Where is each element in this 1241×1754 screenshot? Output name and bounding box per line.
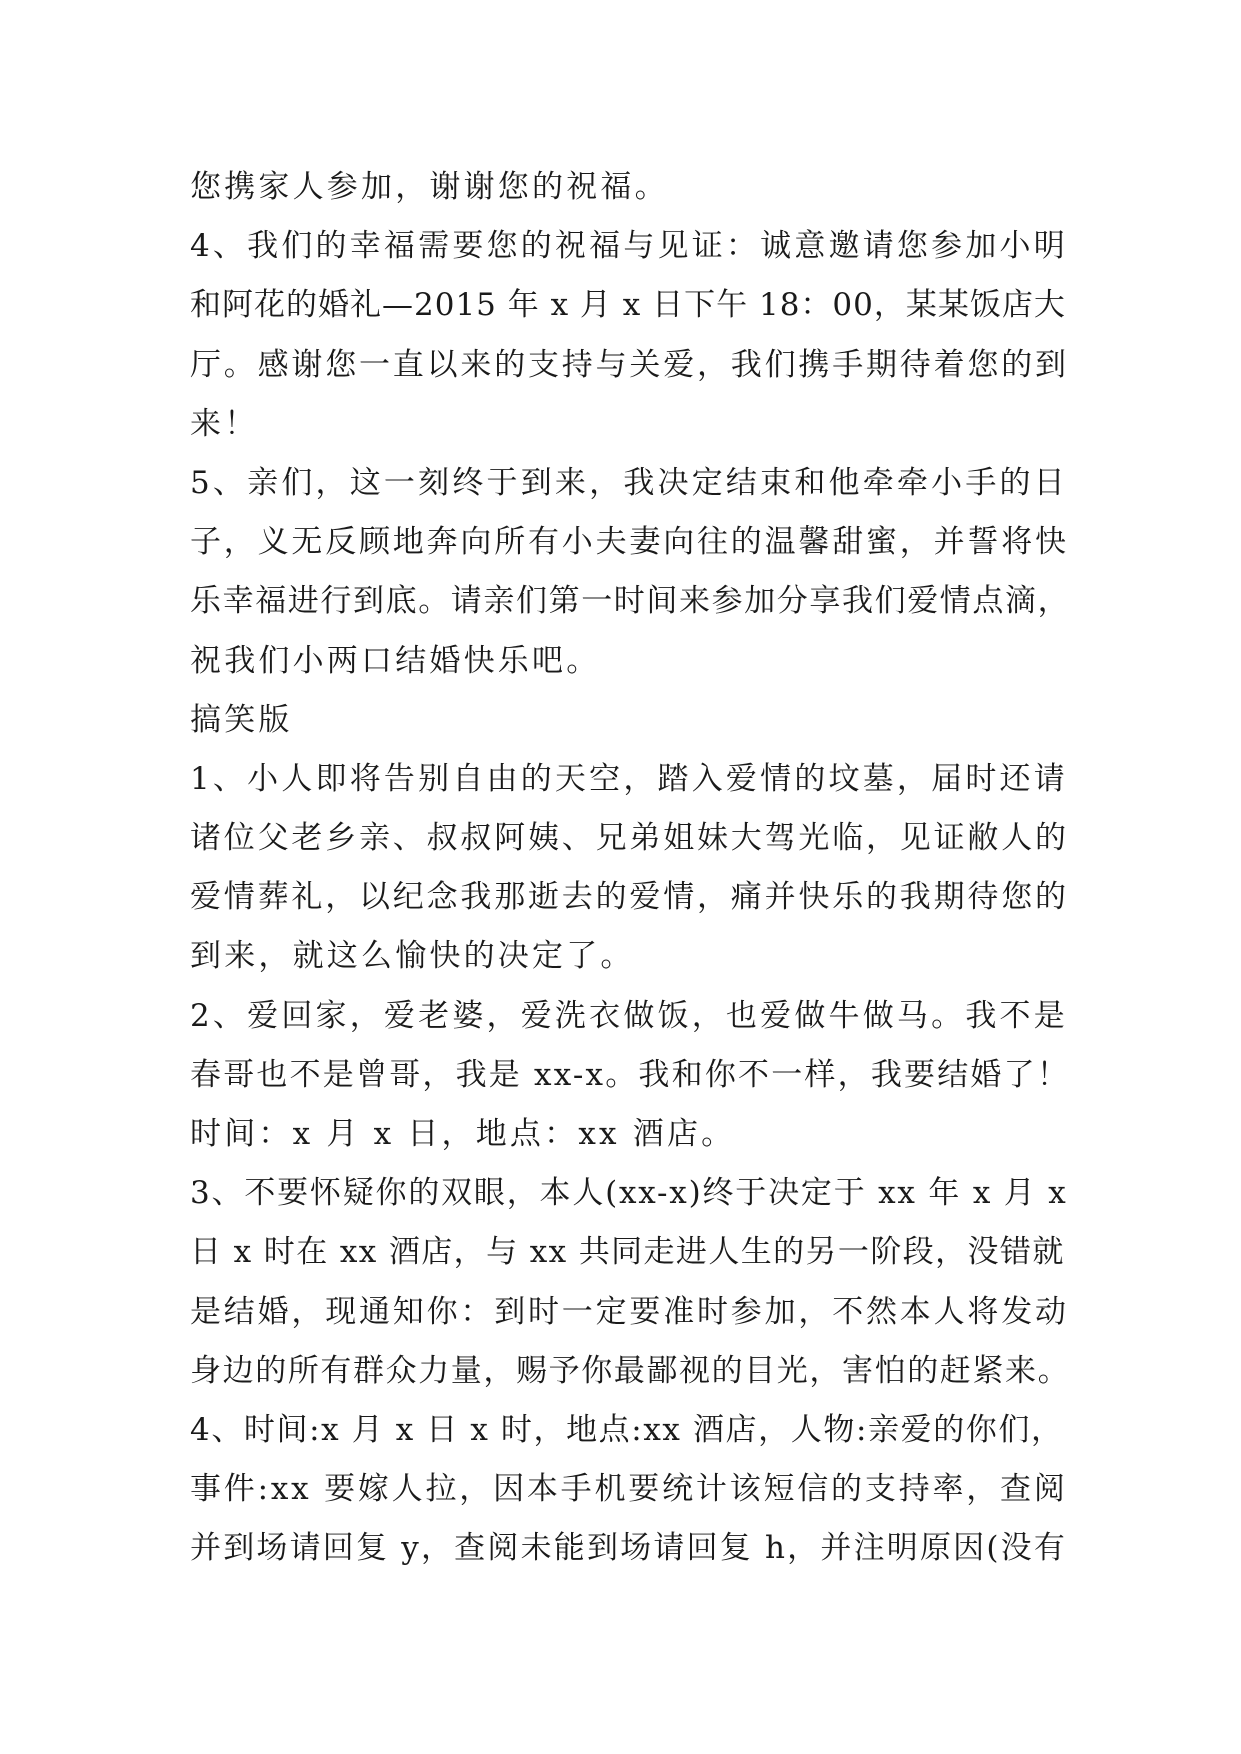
text-line: 4、时间:x 月 x 日 x 时，地点:xx 酒店，人物:亲爱的你们， — [190, 1411, 1064, 1448]
text-line: 春哥也不是曾哥，我是 xx-x。我和你不一样，我要结婚了！ — [190, 1056, 1071, 1093]
text-line: 子，义无反顾地奔向所有小夫妻向往的温馨甜蜜，并誓将快 — [190, 524, 1069, 561]
text-line: 事件:xx 要嫁人拉，因本手机要统计该短信的支持率，查阅 — [190, 1471, 1068, 1508]
text-line: 到来，就这么愉快的决定了。 — [190, 938, 635, 975]
text-line: 来！ — [190, 405, 259, 442]
text-line: 乐幸福进行到底。请亲们第一时间来参加分享我们爱情点滴， — [190, 583, 1071, 620]
text-line: 时间：x 月 x 日，地点：xx 酒店。 — [190, 1116, 736, 1152]
text-line: 5、亲们，这一刻终于到来，我决定结束和他牵牵小手的日 — [190, 464, 1068, 501]
text-line: 身边的所有群众力量，赐予你最鄙视的目光，害怕的赶紧来。 — [190, 1352, 1071, 1389]
text-line: 诸位父老乡亲、叔叔阿姨、兄弟姐妹大驾光临，见证敝人的 — [190, 820, 1069, 857]
text-line: 是结婚，现通知你：到时一定要准时参加，不然本人将发动 — [190, 1293, 1069, 1330]
text-line: 和阿花的婚礼—2015 年 x 月 x 日下午 18：00，某某饭店大 — [190, 287, 1066, 324]
text-line: 厅。感谢您一直以来的支持与关爱，我们携手期待着您的到 — [190, 346, 1069, 383]
text-line: 2、爱回家，爱老婆，爱洗衣做饭，也爱做牛做马。我不是 — [190, 997, 1068, 1034]
text-line: 3、不要怀疑你的双眼，本人(xx-x)终于决定于 xx 年 x 月 x — [190, 1175, 1068, 1212]
text-line: 爱情葬礼，以纪念我那逝去的爱情，痛并快乐的我期待您的 — [190, 879, 1069, 916]
text-line: 日 x 时在 xx 酒店，与 xx 共同走进人生的另一阶段，没错就 — [190, 1234, 1065, 1271]
section-heading: 搞笑版 — [190, 701, 293, 738]
text-line: 祝我们小两口结婚快乐吧。 — [190, 642, 601, 679]
document-body — [190, 158, 1070, 1579]
text-line: 并到场请回复 y，查阅未能到场请回复 h，并注明原因(没有 — [190, 1530, 1068, 1567]
text-line: 您携家人参加，谢谢您的祝福。 — [190, 169, 669, 205]
text-line: 4、我们的幸福需要您的祝福与见证：诚意邀请您参加小明 — [190, 228, 1068, 265]
text-line: 1、小人即将告别自由的天空，踏入爱情的坟墓，届时还请 — [190, 760, 1068, 797]
